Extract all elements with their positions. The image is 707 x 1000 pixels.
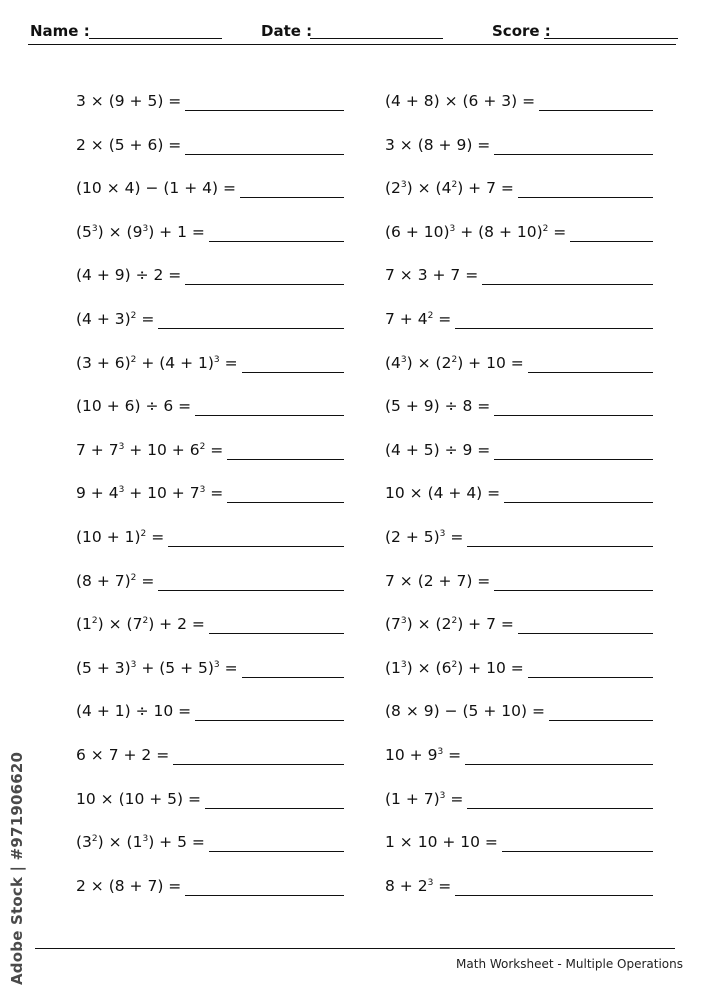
answer-blank-line[interactable] xyxy=(185,284,344,285)
answer-blank-line[interactable] xyxy=(502,851,653,852)
answer-blank-line[interactable] xyxy=(242,677,344,678)
expression-text: 10 × (10 + 5) = xyxy=(76,789,201,808)
problem-row xyxy=(385,301,653,332)
problem-row xyxy=(76,257,344,288)
expression-text: (8 × 9) − (5 + 10) = xyxy=(385,702,545,721)
exponent: 3 xyxy=(439,790,446,801)
answer-blank-line[interactable] xyxy=(209,241,344,242)
problem-row xyxy=(76,563,344,594)
answer-blank-line[interactable] xyxy=(455,328,653,329)
exponent: 2 xyxy=(451,659,458,670)
problem-expression xyxy=(385,396,490,419)
problem-row xyxy=(385,170,653,201)
answer-blank-line[interactable] xyxy=(240,197,344,198)
exponent: 3 xyxy=(213,659,220,670)
exponent: 2 xyxy=(130,354,137,365)
problem-row xyxy=(76,127,344,158)
expression-text: + 10 + 7 xyxy=(124,484,200,503)
answer-blank-line[interactable] xyxy=(494,459,653,460)
answer-blank-line[interactable] xyxy=(168,546,344,547)
expression-text: (10 + 6) ÷ 6 = xyxy=(76,397,192,416)
expression-text: + (4 + 1) xyxy=(136,353,214,372)
answer-blank-line[interactable] xyxy=(209,851,344,852)
problem-row xyxy=(76,868,344,899)
problem-expression xyxy=(76,440,223,463)
expression-text: 9 + 4 xyxy=(76,484,119,503)
date-label: Date : xyxy=(261,22,313,40)
expression-text: ) × (1 xyxy=(97,833,143,852)
expression-text: (8 + 7) xyxy=(76,571,131,590)
expression-text: (3 + 6) xyxy=(76,353,131,372)
exponent: 2 xyxy=(142,616,149,627)
problem-column-left xyxy=(76,83,344,911)
problem-row xyxy=(76,83,344,114)
answer-blank-line[interactable] xyxy=(185,154,344,155)
expression-text: (4 + 5) ÷ 9 = xyxy=(385,440,491,459)
expression-text: ) + 5 = xyxy=(148,833,205,852)
problem-expression xyxy=(76,396,191,419)
exponent: 3 xyxy=(199,485,206,496)
expression-text: ) + 7 = xyxy=(457,179,514,198)
expression-text: = xyxy=(445,789,464,808)
problem-expression xyxy=(76,135,181,158)
problem-row xyxy=(385,257,653,288)
problem-expression xyxy=(76,527,164,550)
problem-expression xyxy=(385,701,545,724)
answer-blank-line[interactable] xyxy=(158,328,344,329)
footer-title: Math Worksheet - Multiple Operations xyxy=(456,957,683,971)
problem-expression xyxy=(385,91,535,114)
problem-row xyxy=(385,475,653,506)
date-field[interactable] xyxy=(261,20,444,42)
name-blank-line xyxy=(89,38,222,39)
problem-expression xyxy=(76,483,223,506)
expression-text: = xyxy=(548,222,567,241)
exponent: 2 xyxy=(130,310,137,321)
problem-expression xyxy=(385,527,463,550)
answer-blank-line[interactable] xyxy=(242,372,344,373)
expression-text: = xyxy=(433,309,452,328)
answer-blank-line[interactable] xyxy=(185,895,344,896)
exponent: 3 xyxy=(118,441,125,452)
answer-blank-line[interactable] xyxy=(549,720,653,721)
problem-expression xyxy=(76,178,236,201)
expression-text: (3 xyxy=(76,833,92,852)
problem-row xyxy=(385,824,653,855)
expression-text: = xyxy=(136,571,155,590)
exponent: 2 xyxy=(451,180,458,191)
answer-blank-line[interactable] xyxy=(494,590,653,591)
answer-blank-line[interactable] xyxy=(195,720,344,721)
problem-expression xyxy=(76,353,238,376)
expression-text: 1 × 10 + 10 = xyxy=(385,833,498,852)
answer-blank-line[interactable] xyxy=(518,197,653,198)
answer-blank-line[interactable] xyxy=(570,241,653,242)
exponent: 3 xyxy=(400,659,407,670)
problem-expression xyxy=(385,789,463,812)
expression-text: ) × (2 xyxy=(406,353,452,372)
problem-row xyxy=(385,737,653,768)
expression-text: (5 + 3) xyxy=(76,658,131,677)
exponent: 2 xyxy=(427,310,434,321)
expression-text: 7 + 7 xyxy=(76,440,119,459)
problem-row xyxy=(385,868,653,899)
expression-text: 10 × (4 + 4) = xyxy=(385,484,501,503)
expression-text: ) × (4 xyxy=(406,179,452,198)
answer-blank-line[interactable] xyxy=(227,459,344,460)
answer-blank-line[interactable] xyxy=(455,895,653,896)
problem-row xyxy=(76,650,344,681)
name-label: Name : xyxy=(30,22,90,40)
expression-text: + (8 + 10) xyxy=(455,222,543,241)
problem-expression xyxy=(385,440,490,463)
answer-blank-line[interactable] xyxy=(185,110,344,111)
answer-blank-line[interactable] xyxy=(467,546,653,547)
problem-expression xyxy=(385,178,514,201)
expression-text: (6 + 10) xyxy=(385,222,450,241)
expression-text: ) + 7 = xyxy=(457,615,514,634)
problem-row xyxy=(76,345,344,376)
problem-expression xyxy=(76,701,191,724)
expression-text: ) + 1 = xyxy=(148,222,205,241)
exponent: 2 xyxy=(91,834,98,845)
answer-blank-line[interactable] xyxy=(518,633,653,634)
problem-column-right xyxy=(385,83,653,911)
name-field[interactable] xyxy=(30,20,223,42)
problem-row xyxy=(385,432,653,463)
expression-text: (10 × 4) − (1 + 4) = xyxy=(76,179,236,198)
answer-blank-line[interactable] xyxy=(528,677,653,678)
exponent: 2 xyxy=(140,528,147,539)
answer-blank-line[interactable] xyxy=(195,415,344,416)
problem-expression xyxy=(76,658,238,681)
expression-text: 7 × (2 + 7) = xyxy=(385,571,491,590)
expression-text: ) × (7 xyxy=(97,615,143,634)
stock-credit-watermark: Adobe Stock | #971906620 xyxy=(8,751,26,985)
exponent: 3 xyxy=(400,180,407,191)
score-label: Score : xyxy=(492,22,551,40)
problem-expression xyxy=(76,832,205,855)
answer-blank-line[interactable] xyxy=(158,590,344,591)
answer-blank-line[interactable] xyxy=(528,372,653,373)
answer-blank-line[interactable] xyxy=(504,502,653,503)
expression-text: (4 + 8) × (6 + 3) = xyxy=(385,92,536,110)
problem-row xyxy=(76,693,344,724)
exponent: 3 xyxy=(400,616,407,627)
exponent: 2 xyxy=(130,572,137,583)
exponent: 3 xyxy=(437,746,444,757)
exponent: 3 xyxy=(91,223,98,234)
answer-blank-line[interactable] xyxy=(465,764,653,765)
problem-row xyxy=(76,475,344,506)
expression-text: 2 × (5 + 6) = xyxy=(76,135,182,154)
expression-text: (2 xyxy=(385,179,401,198)
exponent: 3 xyxy=(439,528,446,539)
answer-blank-line[interactable] xyxy=(494,154,653,155)
problem-expression xyxy=(76,571,154,594)
exponent: 2 xyxy=(199,441,206,452)
date-blank-line xyxy=(310,38,443,39)
expression-text: 7 × 3 + 7 = xyxy=(385,266,479,285)
problem-expression xyxy=(385,222,566,245)
answer-blank-line[interactable] xyxy=(205,808,344,809)
expression-text: (10 + 1) xyxy=(76,527,141,546)
problem-expression xyxy=(385,135,490,158)
problem-expression xyxy=(76,876,181,899)
expression-text: (5 + 9) ÷ 8 = xyxy=(385,397,491,416)
footer-divider xyxy=(35,948,675,949)
expression-text: (1 + 7) xyxy=(385,789,440,808)
expression-text: = xyxy=(433,876,452,895)
problem-row xyxy=(76,519,344,550)
problem-row xyxy=(76,301,344,332)
expression-text: = xyxy=(136,309,155,328)
exponent: 2 xyxy=(451,616,458,627)
expression-text: = xyxy=(205,440,224,459)
exponent: 3 xyxy=(400,354,407,365)
answer-blank-line[interactable] xyxy=(494,415,653,416)
expression-text: ) + 10 = xyxy=(457,658,524,677)
problem-expression xyxy=(385,483,500,506)
expression-text: + (5 + 5) xyxy=(136,658,214,677)
exponent: 2 xyxy=(542,223,549,234)
answer-blank-line[interactable] xyxy=(227,502,344,503)
expression-text: 10 + 9 xyxy=(385,745,438,764)
problem-row xyxy=(385,606,653,637)
problem-expression xyxy=(76,789,201,812)
problem-expression xyxy=(385,745,461,768)
problem-row xyxy=(385,127,653,158)
problem-row xyxy=(385,563,653,594)
expression-text: = xyxy=(443,745,462,764)
worksheet-header xyxy=(30,20,678,44)
answer-blank-line[interactable] xyxy=(173,764,344,765)
answer-blank-line[interactable] xyxy=(467,808,653,809)
problem-expression xyxy=(76,91,181,114)
expression-text: = xyxy=(219,658,238,677)
problem-row xyxy=(385,519,653,550)
problem-row xyxy=(385,388,653,419)
problem-row xyxy=(385,345,653,376)
exponent: 3 xyxy=(213,354,220,365)
expression-text: 7 + 4 xyxy=(385,309,428,328)
expression-text: 3 × (8 + 9) = xyxy=(385,135,491,154)
expression-text: = xyxy=(205,484,224,503)
problem-row xyxy=(76,606,344,637)
problem-row xyxy=(76,388,344,419)
expression-text: ) + 10 = xyxy=(457,353,524,372)
exponent: 3 xyxy=(118,485,125,496)
answer-blank-line[interactable] xyxy=(209,633,344,634)
expression-text: 8 + 2 xyxy=(385,876,428,895)
problem-row xyxy=(76,824,344,855)
problem-row xyxy=(76,781,344,812)
expression-text: (4 + 3) xyxy=(76,309,131,328)
expression-text: = xyxy=(146,527,165,546)
problem-row xyxy=(385,214,653,245)
problem-expression xyxy=(385,571,490,594)
problem-row xyxy=(385,650,653,681)
problem-expression xyxy=(76,309,154,332)
expression-text: (4 + 1) ÷ 10 = xyxy=(76,702,192,721)
header-divider xyxy=(28,44,676,45)
expression-text: (2 + 5) xyxy=(385,527,440,546)
problem-row xyxy=(76,737,344,768)
problem-expression xyxy=(385,658,524,681)
expression-text: + 10 + 6 xyxy=(124,440,200,459)
problem-expression xyxy=(76,222,205,245)
problem-row xyxy=(385,83,653,114)
problem-expression xyxy=(76,265,181,288)
expression-text: (5 xyxy=(76,222,92,241)
expression-text: (7 xyxy=(385,615,401,634)
expression-text: 6 × 7 + 2 = xyxy=(76,745,170,764)
exponent: 2 xyxy=(91,616,98,627)
problem-expression xyxy=(385,614,514,637)
exponent: 2 xyxy=(451,354,458,365)
problem-expression xyxy=(385,309,451,332)
answer-blank-line[interactable] xyxy=(482,284,653,285)
problem-expression xyxy=(385,353,524,376)
problem-expression xyxy=(76,614,205,637)
exponent: 3 xyxy=(130,659,137,670)
problem-row xyxy=(385,781,653,812)
expression-text: ) × (2 xyxy=(406,615,452,634)
expression-text: (1 xyxy=(76,615,92,634)
expression-text: 2 × (8 + 7) = xyxy=(76,876,182,895)
problem-expression xyxy=(385,832,498,855)
problem-expression xyxy=(385,876,451,899)
expression-text: = xyxy=(219,353,238,372)
exponent: 3 xyxy=(142,223,149,234)
problem-row xyxy=(76,170,344,201)
expression-text: (1 xyxy=(385,658,401,677)
expression-text: ) + 2 = xyxy=(148,615,205,634)
expression-text: ) × (9 xyxy=(97,222,143,241)
answer-blank-line[interactable] xyxy=(539,110,653,111)
problem-expression xyxy=(385,265,478,288)
problem-expression xyxy=(76,745,169,768)
problem-row xyxy=(76,432,344,463)
exponent: 3 xyxy=(449,223,456,234)
expression-text: = xyxy=(445,527,464,546)
expression-text: 3 × (9 + 5) = xyxy=(76,92,182,110)
problem-row xyxy=(76,214,344,245)
problem-row xyxy=(385,693,653,724)
expression-text: (4 + 9) ÷ 2 = xyxy=(76,266,182,285)
exponent: 3 xyxy=(142,834,149,845)
score-field[interactable] xyxy=(492,20,678,42)
expression-text: ) × (6 xyxy=(406,658,452,677)
exponent: 3 xyxy=(427,877,434,888)
expression-text: (4 xyxy=(385,353,401,372)
score-blank-line xyxy=(544,38,678,39)
